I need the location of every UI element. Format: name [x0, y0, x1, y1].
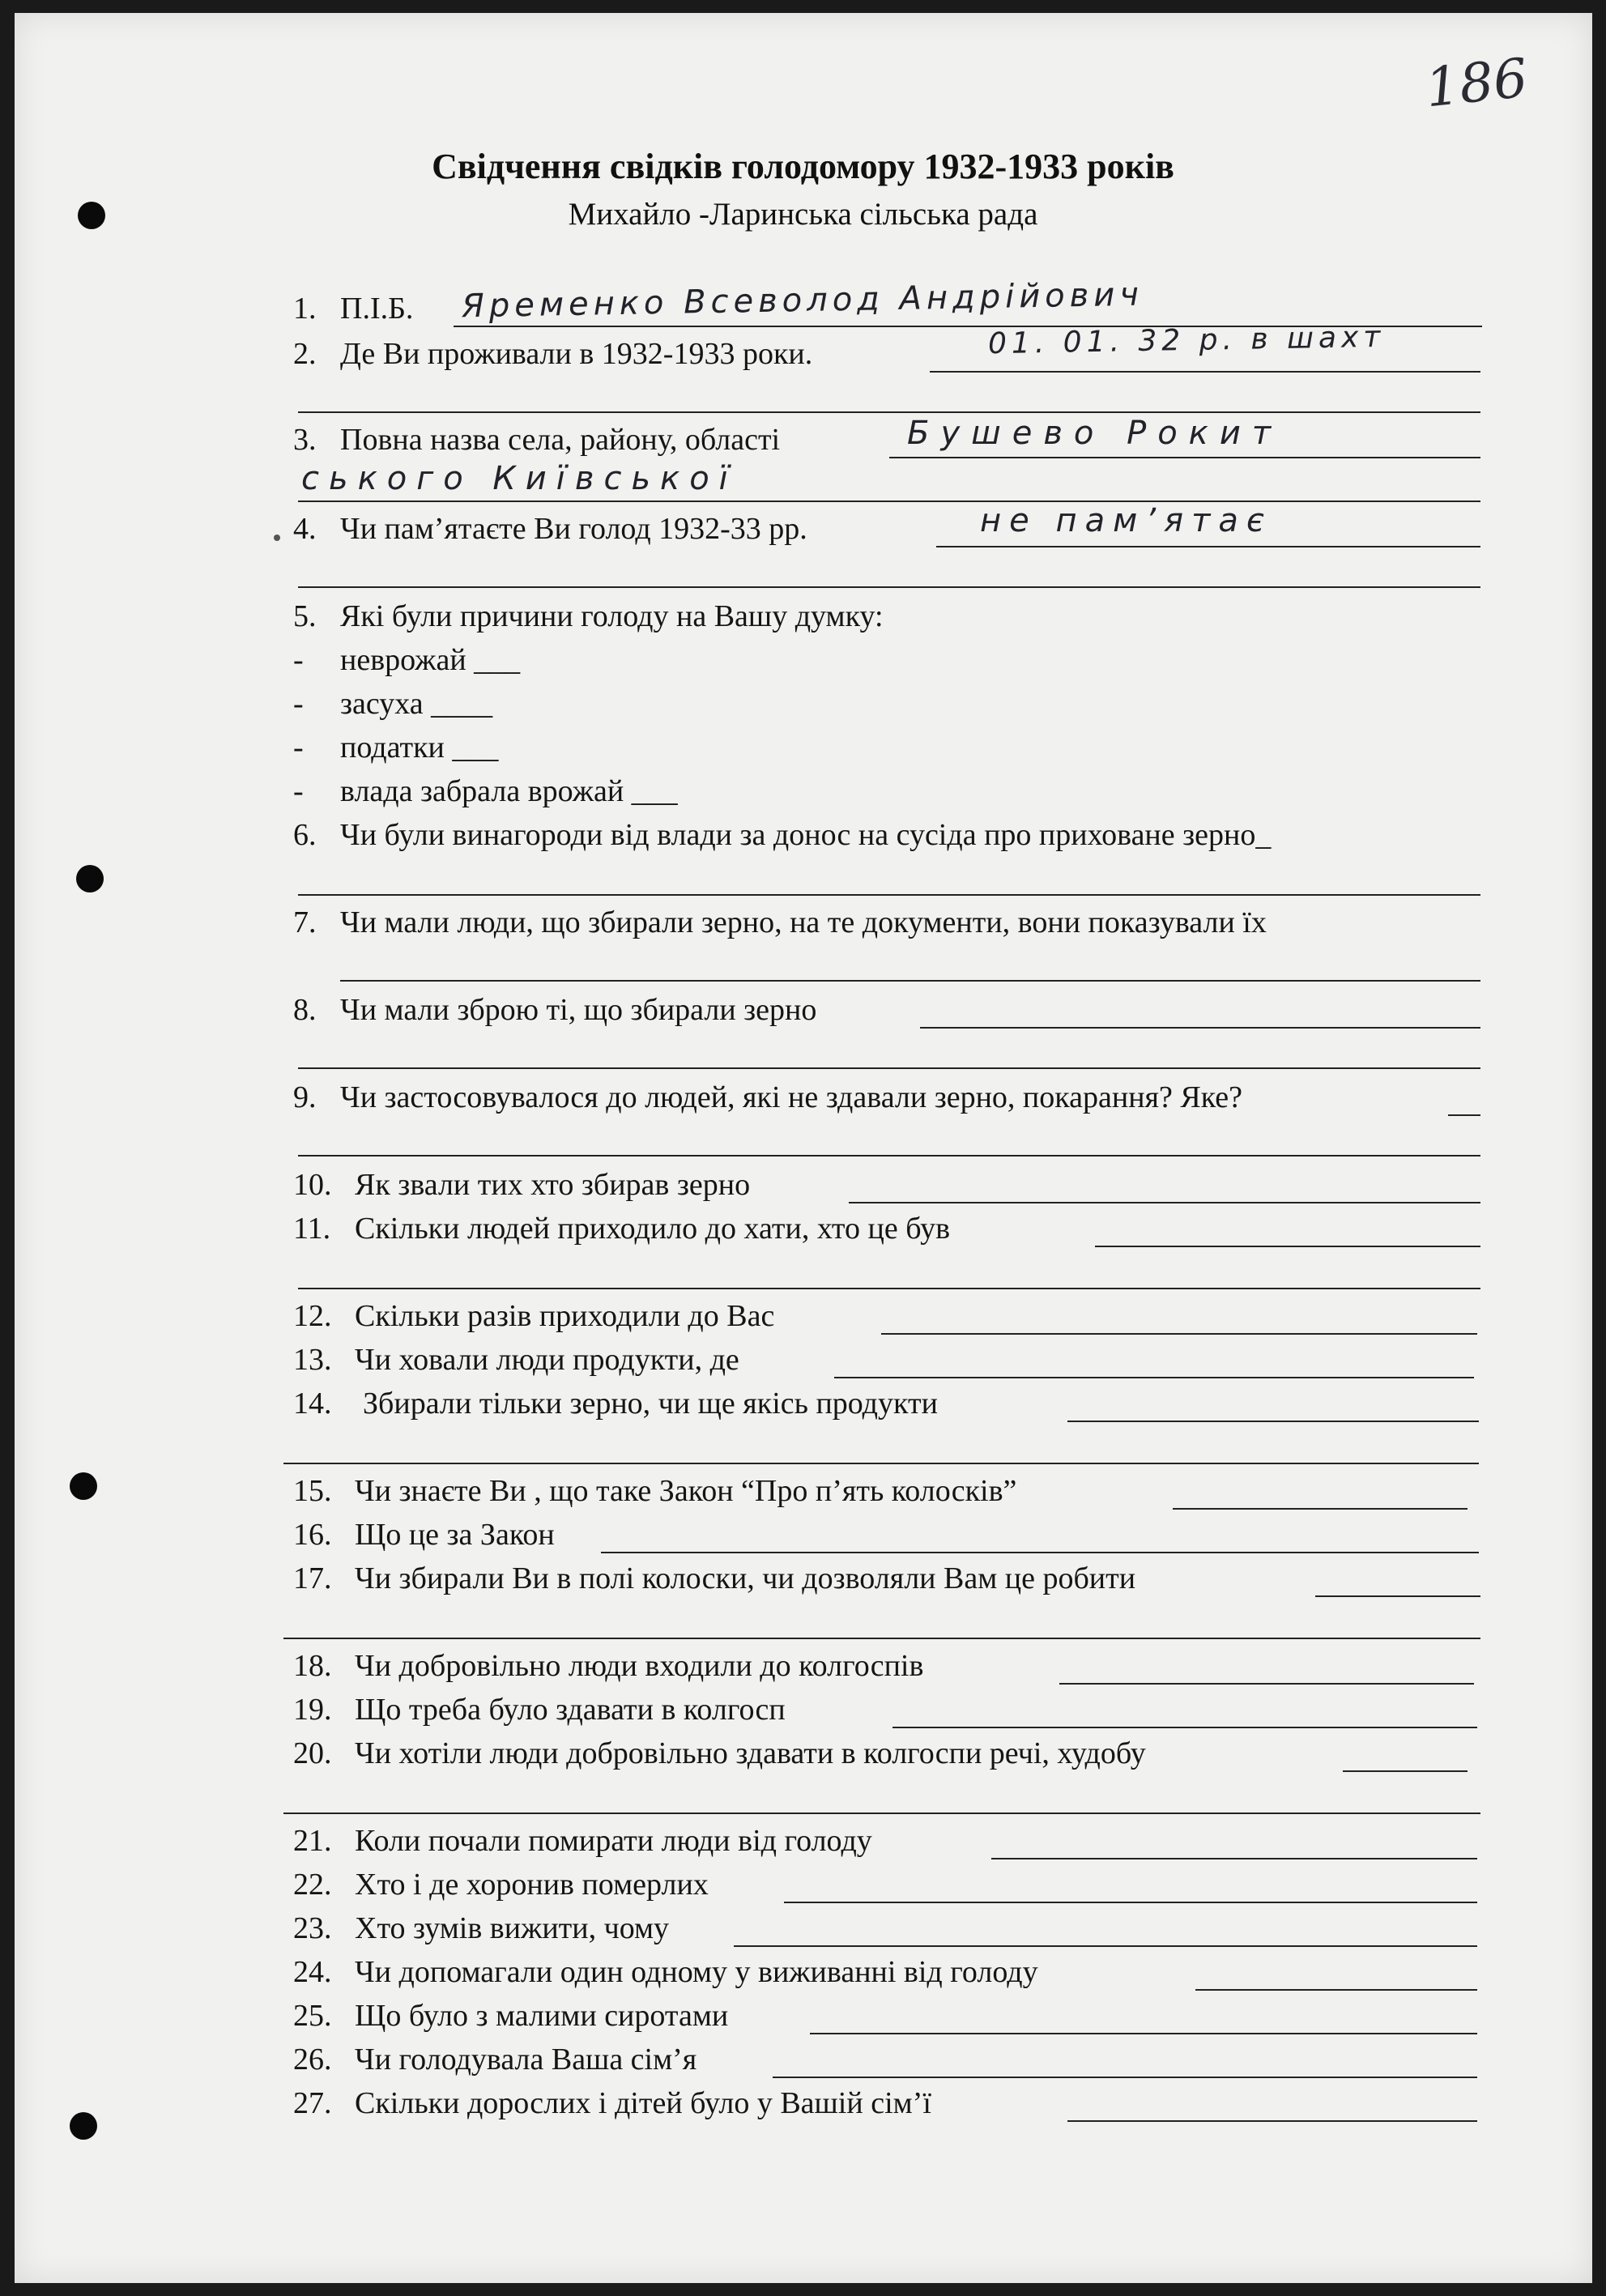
handwritten-answer-2: 01. 01. 32 р. в шахт	[987, 320, 1386, 361]
question-label: Скільки людей приходило до хати, хто це був	[355, 1212, 951, 1246]
question-number: 15.	[293, 1474, 332, 1508]
question-14	[293, 1388, 938, 1419]
handwritten-answer-3b: ського Київської	[301, 460, 738, 497]
document-subtitle: Михайло -Ларинська сільська рада	[568, 197, 1038, 232]
punch-hole-4	[70, 2112, 97, 2140]
answer-line-7	[340, 980, 1480, 982]
question-number: 19.	[293, 1693, 332, 1727]
option-nevrozhai	[293, 645, 520, 675]
answer-line-19	[892, 1727, 1477, 1728]
question-6	[293, 820, 1271, 850]
answer-line-4b	[298, 586, 1480, 588]
answer-line-21	[991, 1858, 1477, 1859]
question-number: 4.	[293, 512, 317, 546]
question-number: 26.	[293, 2043, 332, 2077]
option-label: податки ___	[340, 731, 499, 765]
question-label: Коли почали помирати люди від голоду	[355, 1824, 872, 1858]
question-27	[293, 2088, 931, 2119]
question-label: Чи голодувала Ваша сім’я	[355, 2043, 697, 2077]
punch-hole-2	[76, 865, 104, 892]
answer-line-20b	[283, 1813, 1480, 1814]
question-number: 17.	[293, 1561, 332, 1595]
answer-line-20	[1343, 1770, 1468, 1772]
question-4	[293, 513, 807, 544]
option-podatky	[293, 732, 498, 763]
question-label: Чи мали люди, що збирали зерно, на те документи, вони показували їх	[340, 905, 1267, 939]
question-number: 24.	[293, 1955, 332, 1989]
document-title: Свідчення свідків голодомору 1932-1933 років	[432, 147, 1174, 186]
question-label: Чи збирали Ви в полі колоски, чи дозволяли Вам це робити	[355, 1561, 1136, 1595]
question-number: 3.	[293, 423, 317, 457]
question-number: 9.	[293, 1080, 317, 1114]
answer-line-9b	[298, 1155, 1480, 1157]
question-label: Чи знаєте Ви , що таке Закон “Про п’ять колосків”	[355, 1474, 1017, 1508]
question-label: Повна назва села, району, області	[340, 423, 781, 457]
question-17	[293, 1563, 1135, 1594]
option-bullet: -	[293, 774, 304, 808]
answer-line-26	[773, 2077, 1477, 2078]
answer-line-4	[936, 546, 1480, 547]
handwritten-answer-3: Бушево Рокит	[907, 415, 1283, 452]
question-18	[293, 1651, 923, 1681]
question-number: 18.	[293, 1649, 332, 1683]
question-label: Де Ви проживали в 1932-1933 роки.	[340, 337, 813, 371]
answer-line-14b	[283, 1463, 1479, 1464]
question-15	[293, 1476, 1016, 1506]
question-8	[293, 995, 816, 1025]
question-label: Чи добровільно люди входили до колгоспів	[355, 1649, 924, 1683]
question-label: Що треба було здавати в колгосп	[355, 1693, 786, 1727]
question-21	[293, 1825, 872, 1856]
question-number: 6.	[293, 818, 317, 852]
answer-line-13	[834, 1377, 1474, 1378]
question-label: Чи ховали люди продукти, де	[355, 1343, 739, 1377]
answer-line-22	[784, 1902, 1477, 1903]
question-12	[293, 1301, 774, 1331]
answer-line-3	[889, 457, 1480, 458]
question-number: 23.	[293, 1911, 332, 1945]
question-2	[293, 339, 812, 369]
question-24	[293, 1957, 1038, 1987]
question-number: 21.	[293, 1824, 332, 1858]
answer-line-10	[849, 1202, 1480, 1203]
question-number: 20.	[293, 1736, 332, 1770]
answer-line-17	[1315, 1595, 1480, 1597]
pencil-mark	[274, 535, 280, 541]
option-bullet: -	[293, 731, 304, 765]
question-number: 2.	[293, 337, 317, 371]
answer-line-3b	[298, 501, 1480, 502]
option-label: влада забрала врожай ___	[340, 774, 678, 808]
question-label: П.І.Б.	[340, 292, 414, 326]
option-bullet: -	[293, 687, 304, 721]
question-25	[293, 2000, 728, 2031]
answer-line-2	[930, 371, 1480, 373]
question-label: Чи мали зброю ті, що збирали зерно	[340, 993, 817, 1027]
answer-line-16	[601, 1552, 1479, 1553]
answer-line-27	[1067, 2120, 1477, 2122]
question-number: 14.	[293, 1387, 332, 1421]
question-label: Скільки разів приходили до Вас	[355, 1299, 775, 1333]
question-7	[293, 907, 1267, 938]
question-23	[293, 1913, 669, 1944]
question-3	[293, 424, 780, 455]
answer-line-14	[1067, 1421, 1479, 1422]
question-number: 1.	[293, 292, 317, 326]
handwritten-answer-4: не пам’ятає	[980, 502, 1272, 539]
answer-line-8	[920, 1027, 1480, 1029]
question-5	[293, 601, 884, 632]
question-number: 11.	[293, 1212, 331, 1246]
question-label: Хто зумів вижити, чому	[355, 1911, 670, 1945]
answer-line-18	[1059, 1683, 1474, 1685]
question-label: Чи були винагороди від влади за донос на сусіда про приховане зерно_	[340, 818, 1272, 852]
question-number: 27.	[293, 2086, 332, 2120]
question-label: Які були причини голоду на Вашу думку:	[340, 599, 884, 633]
answer-line-11	[1095, 1246, 1480, 1247]
answer-line-25	[810, 2033, 1477, 2034]
question-label: Що було з малими сиротами	[355, 1999, 729, 2033]
answer-line-6	[298, 894, 1480, 896]
page-number: 186	[1422, 46, 1531, 120]
question-11	[293, 1213, 950, 1244]
question-label: Хто і де хоронив померлих	[355, 1868, 709, 1902]
question-label: Чи хотіли люди добровільно здавати в колгоспи речі, худобу	[355, 1736, 1146, 1770]
option-bullet: -	[293, 643, 304, 677]
question-9	[293, 1082, 1242, 1113]
question-number: 16.	[293, 1518, 332, 1552]
question-label: Чи пам’ятаєте Ви голод 1932-33 рр.	[340, 512, 807, 546]
answer-line-2b	[298, 411, 1480, 413]
answer-line-11b	[298, 1288, 1480, 1289]
answer-line-23	[734, 1945, 1477, 1947]
option-vlada	[293, 776, 678, 807]
answer-line-15	[1173, 1508, 1468, 1510]
question-number: 7.	[293, 905, 317, 939]
question-22	[293, 1869, 709, 1900]
question-label: Чи застосовувалося до людей, які не здавали зерно, покарання? Яке?	[340, 1080, 1242, 1114]
question-label: Чи допомагали один одному у виживанні від голоду	[355, 1955, 1038, 1989]
question-label: Скільки дорослих і дітей було у Вашій сім’ї	[355, 2086, 931, 2120]
question-number: 22.	[293, 1868, 332, 1902]
question-10	[293, 1169, 750, 1200]
answer-line-17b	[283, 1638, 1480, 1639]
question-number: 8.	[293, 993, 317, 1027]
answer-line-24	[1195, 1989, 1477, 1991]
option-zasukha	[293, 688, 492, 719]
question-label: Що це за Закон	[355, 1518, 555, 1552]
question-number: 5.	[293, 599, 317, 633]
question-number: 10.	[293, 1168, 332, 1202]
option-label: засуха ____	[340, 687, 493, 721]
question-13	[293, 1344, 739, 1375]
question-number: 12.	[293, 1299, 332, 1333]
question-20	[293, 1738, 1146, 1769]
question-1	[293, 293, 413, 324]
question-number: 13.	[293, 1343, 332, 1377]
question-number: 25.	[293, 1999, 332, 2033]
question-label: Збирали тільки зерно, чи ще якісь продукти	[363, 1387, 938, 1421]
question-19	[293, 1694, 786, 1725]
handwritten-answer-1: Яременко Всеволод Андрійович	[461, 275, 1144, 326]
option-label: неврожай ___	[340, 643, 521, 677]
question-label: Як звали тих хто збирав зерно	[355, 1168, 751, 1202]
punch-hole-3	[70, 1472, 97, 1500]
answer-line-12	[881, 1333, 1477, 1335]
question-26	[293, 2044, 697, 2075]
answer-line-8b	[298, 1067, 1480, 1069]
question-16	[293, 1519, 555, 1550]
answer-line-9	[1448, 1114, 1480, 1116]
